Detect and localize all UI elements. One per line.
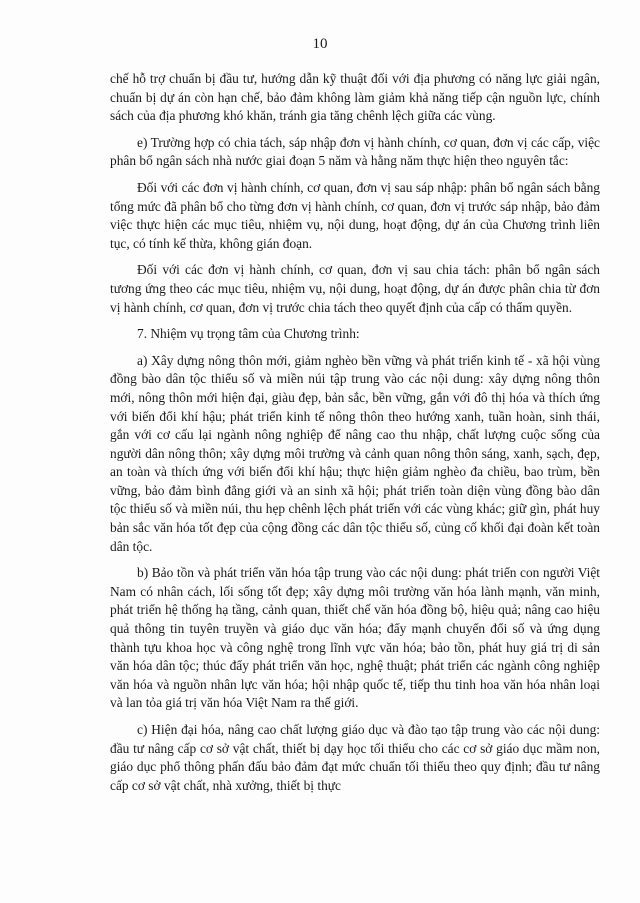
paragraph-after-split: Đối với các đơn vị hành chính, cơ quan, đơn vị sau chia tách: phân bổ ngân sách tương ứng theo các mục tiêu, nhiệm vụ, nội dung, hoạt động, dự án được phân chia từ đơn vị hành chính, cơ quan, đơn vị trước chia tách theo quyết định của cấp có thẩm quyền. — [110, 262, 600, 315]
paragraph-after-merger: Đối với các đơn vị hành chính, cơ quan, đơn vị sau sáp nhập: phân bổ ngân sách bằng tổng mức đã phân bổ cho từng đơn vị hành chính, cơ quan, đơn vị trước sáp nhập, bảo đảm việc thực hiện các mục tiêu, nhiệm vụ, nội dung, hoạt động, dự án của Chương trình liên tục, có tính kế thừa, không gián đoạn. — [110, 179, 600, 251]
paragraph-item-a: a) Xây dựng nông thôn mới, giảm nghèo bền vững và phát triển kinh tế - xã hội vùng đồng bào dân tộc thiểu số và miền núi tập trung vào các nội dung: xây dựng nông thôn mới, nông thôn mới hiện đại, giàu đẹp, bản sắc, bền vững, gắn với đô thị hóa và thích ứng với biến đổi khí hậu; phát triển kinh tế nông thôn theo hướng xanh, tuần hoàn, sinh thái, gắn với cơ cấu lại ngành nông nghiệp để nâng cao thu nhập, chất lượng cuộc sống của người dân nông thôn; xây dựng môi trường và cảnh quan nông thôn sáng, xanh, sạch, đẹp, an toàn và thích ứng với biến đổi khí hậu; thực hiện giảm nghèo đa chiều, bao trùm, bền vững, bảo đảm bình đẳng giới và an sinh xã hội; phát triển toàn diện vùng đồng bào dân tộc thiểu số và miền núi, thu hẹp chênh lệch phát triển với các vùng khác; giữ gìn, phát huy bản sắc văn hóa tốt đẹp của cộng đồng các dân tộc thiểu số, củng cố khối đại đoàn kết toàn dân tộc. — [110, 352, 600, 554]
page-number: 10 — [312, 36, 328, 52]
paragraph-continuation: chế hỗ trợ chuẩn bị đầu tư, hướng dẫn kỹ thuật đối với địa phương có năng lực giải ngân, chuẩn bị dự án còn hạn chế, bảo đảm không làm giảm khả năng tiếp cận nguồn lực, chính sách của địa phương khó khăn, tránh gia tăng chênh lệch giữa các vùng. — [110, 71, 600, 124]
paragraph-item-b: b) Bảo tồn và phát triển văn hóa tập trung vào các nội dung: phát triển con người Việt Nam có nhân cách, lối sống tốt đẹp; xây dựng môi trường văn hóa lành mạnh, văn minh, phát triển hệ thống hạ tầng, cảnh quan, thiết chế văn hóa đồng bộ, hiệu quả; nâng cao hiệu quả thông tin tuyên truyền và giáo dục văn hóa; đẩy mạnh chuyển đổi số và ứng dụng thành tựu khoa học và công nghệ trong lĩnh vực văn hóa; bảo tồn, phát huy giá trị di sản văn hóa dân tộc; thúc đẩy phát triển văn học, nghệ thuật; phát triển các ngành công nghiệp văn hóa và nguồn nhân lực văn hóa; hội nhập quốc tế, tiếp thu tinh hoa văn hóa nhân loại và lan tỏa giá trị văn hóa Việt Nam ra thế giới. — [110, 565, 600, 711]
paragraph-item-e: e) Trường hợp có chia tách, sáp nhập đơn vị hành chính, cơ quan, đơn vị các cấp, việc phân bổ ngân sách nhà nước giai đoạn 5 năm và hằng năm thực hiện theo nguyên tắc: — [110, 134, 600, 169]
section-heading-7: 7. Nhiệm vụ trọng tâm của Chương trình: — [137, 326, 360, 342]
paragraph-item-c: c) Hiện đại hóa, nâng cao chất lượng giáo dục và đào tạo tập trung vào các nội dung: đầu tư nâng cấp cơ sở vật chất, thiết bị dạy học tối thiểu cho các cơ sở giáo dục mầm non, giáo dục phổ thông phấn đấu bảo đảm đạt mức chuẩn tối thiểu theo quy định; đầu tư nâng cấp cơ sở vật chất, nhà xưởng, thiết bị thực — [110, 722, 600, 793]
body-text — [110, 70, 600, 803]
